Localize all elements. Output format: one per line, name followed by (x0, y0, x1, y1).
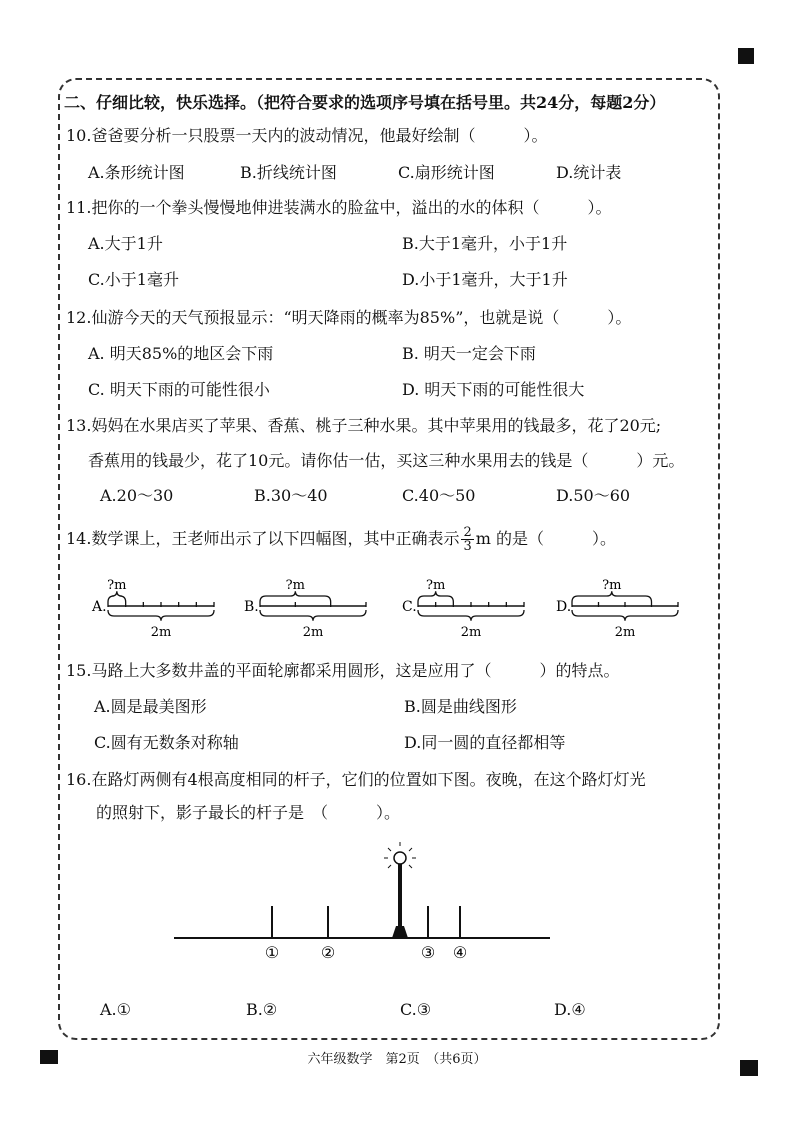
q11-option-a: A.大于1升 (88, 234, 163, 253)
q15-option-d: D.同一圆的直径都相等 (404, 733, 566, 752)
q15-option-a: A.圆是最美图形 (94, 697, 207, 716)
q10-option-d: D.统计表 (556, 163, 622, 182)
pole-label-4: ④ (452, 943, 468, 962)
page-footer: 六年级数学 第2页 （共6页） (307, 1052, 487, 1067)
q13-option-a: A.20～30 (100, 486, 174, 505)
q12-option-b: B. 明天一定会下雨 (402, 344, 536, 363)
bottom-brace (572, 610, 678, 621)
corner-mark-top-right (738, 48, 754, 64)
q12-option-a: A. 明天85%的地区会下雨 (88, 344, 274, 363)
q13-option-c: C.40～50 (402, 486, 476, 505)
fraction-denominator: 3 (463, 539, 472, 554)
diagram-letter-2: B. (244, 599, 259, 615)
pole-label-3: ③ (420, 943, 436, 962)
top-label: ?m (602, 578, 622, 593)
q16-option-c: C.③ (400, 1000, 432, 1019)
lamp-bulb-icon (394, 852, 406, 864)
q13-option-b: B.30～40 (254, 486, 328, 505)
top-label: ?m (285, 578, 305, 593)
q10-option-b: B.折线统计图 (240, 163, 337, 182)
bottom-label: 2m (302, 625, 324, 640)
bottom-label: 2m (614, 625, 636, 640)
streetlight-diagram (0, 840, 794, 970)
q14-stem (66, 526, 616, 553)
q11-option-b: B.大于1毫升，小于1升 (402, 234, 568, 253)
q14-stem-before: 14.数学课上，王老师出示了以下四幅图，其中正确表示 (66, 529, 460, 548)
q13-stem-line2: 香蕉用的钱最少，花了10元。请你估一估，买这三种水果用去的钱是（ ）元。 (88, 451, 685, 470)
q14-diagrams (0, 568, 794, 648)
fraction (461, 526, 473, 553)
q15-stem: 15.马路上大多数井盖的平面轮廓都采用圆形，这是应用了（ ）的特点。 (66, 661, 620, 680)
q10-option-a: A.条形统计图 (88, 163, 185, 182)
q16-stem-line1: 16.在路灯两侧有4根高度相同的杆子，它们的位置如下图。夜晚，在这个路灯灯光 (66, 770, 646, 789)
pole-label-2: ② (320, 943, 336, 962)
q13-option-d: D.50～60 (556, 486, 631, 505)
q16-option-d: D.④ (554, 1000, 586, 1019)
top-label: ?m (107, 578, 127, 593)
fraction-numerator: 2 (463, 525, 472, 540)
bottom-label: 2m (150, 625, 172, 640)
diagram-letter-4: D. (556, 599, 572, 615)
q16-option-b: B.② (246, 1000, 278, 1019)
bottom-brace (418, 610, 524, 621)
q10-option-c: C.扇形统计图 (398, 163, 495, 182)
q12-option-c: C. 明天下雨的可能性很小 (88, 380, 270, 399)
section-header: 二、仔细比较，快乐选择。（把符合要求的选项序号填在括号里。共24分，每题2分） (64, 93, 666, 112)
diagram-letter-3: C. (402, 599, 417, 615)
q11-option-d: D.小于1毫升，大于1升 (402, 270, 568, 289)
bottom-brace (260, 610, 366, 621)
q10-stem: 10.爸爸要分析一只股票一天内的波动情况，他最好绘制（ ）。 (66, 126, 548, 145)
q16-stem-line2: 的照射下，影子最长的杆子是 （ ）。 (96, 803, 401, 822)
pole-label-1: ① (264, 943, 280, 962)
q11-option-c: C.小于1毫升 (88, 270, 179, 289)
bottom-label: 2m (460, 625, 482, 640)
q15-option-c: C.圆有无数条对称轴 (94, 733, 239, 752)
q16-option-a: A.① (100, 1000, 131, 1019)
top-label: ?m (426, 578, 446, 593)
q12-stem: 12.仙游今天的天气预报显示：“明天降雨的概率为85%”，也就是说（ ）。 (66, 308, 632, 327)
q15-option-b: B.圆是曲线图形 (404, 697, 517, 716)
q11-stem: 11.把你的一个拳头慢慢地伸进装满水的脸盆中，溢出的水的体积（ ）。 (66, 198, 612, 217)
street-lamp (384, 842, 416, 938)
diagram-letter-1: A. (92, 599, 107, 615)
q12-option-d: D. 明天下雨的可能性很大 (402, 380, 585, 399)
q13-stem-line1: 13.妈妈在水果店买了苹果、香蕉、桃子三种水果。其中苹果用的钱最多，花了20元; (66, 416, 662, 435)
q14-stem-after: m 的是（ ）。 (475, 529, 616, 548)
bottom-brace (108, 610, 214, 621)
